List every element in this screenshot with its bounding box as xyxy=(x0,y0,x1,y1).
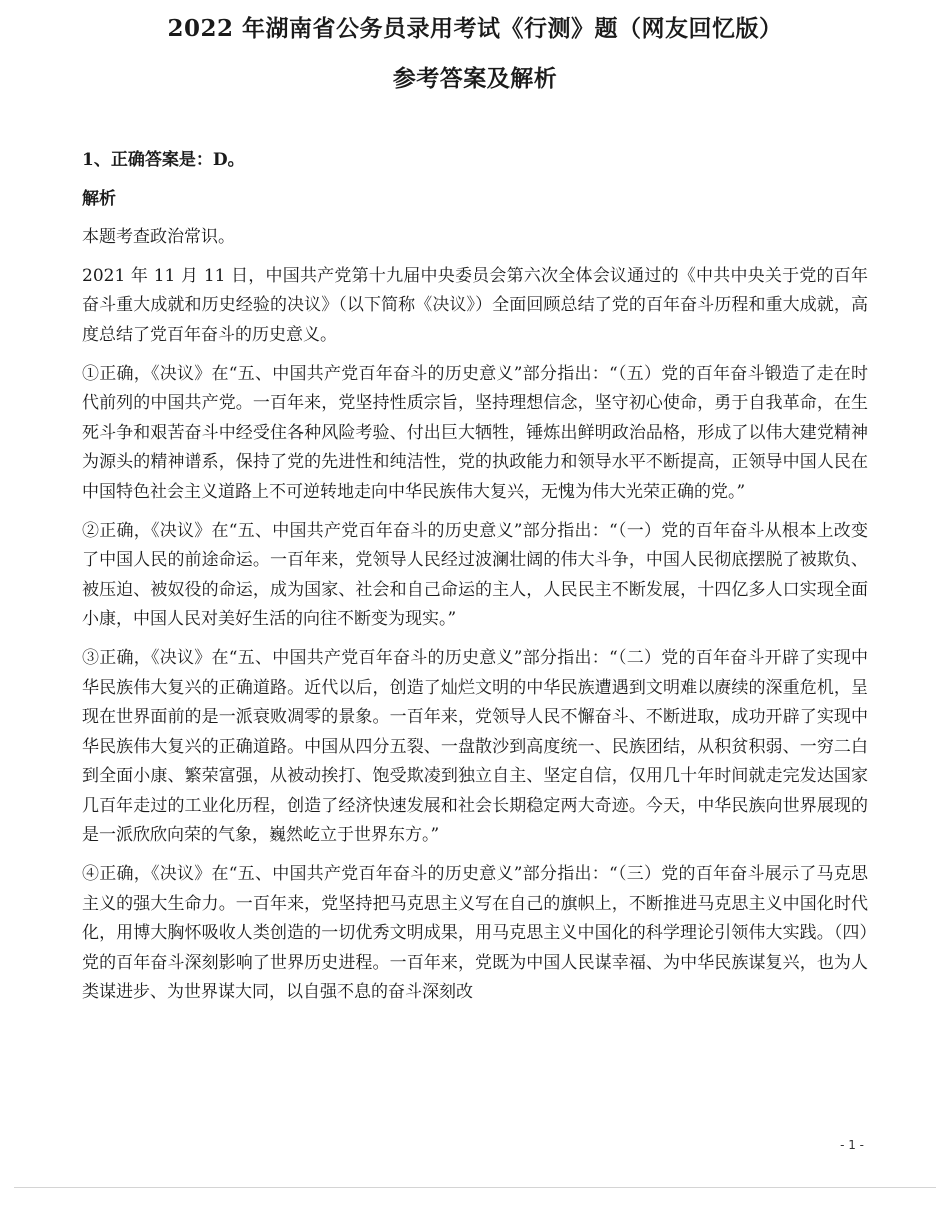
answer-content xyxy=(82,146,868,1017)
page-bottom-divider xyxy=(14,1187,936,1188)
analysis-paragraph-item-4: ④正确，《决议》在“五、中国共产党百年奋斗的历史意义”部分指出：“（三）党的百年奋斗展示了马克思主义的强大生命力。一百年来，党坚持把马克思主义写在自己的旗帜上，不断推进马克思主义中国化时代化，用博大胸怀吸收人类创造的一切优秀文明成果，用马克思主义中国化的科学理论引领伟大实践。（四）党的百年奋斗深刻影响了世界历史进程。一百年来，党既为中国人民谋幸福、为中华民族谋复兴，也为人类谋进步、为世界谋大同，以自强不息的奋斗深刻改 xyxy=(82,864,868,1003)
document-title: 2022 年湖南省公务员录用考试《行测》题（网友回忆版） xyxy=(167,15,783,42)
answer-heading: 1、正确答案是：D。 xyxy=(82,150,245,170)
analysis-paragraph-item-1: ①正确，《决议》在“五、中国共产党百年奋斗的历史意义”部分指出：“（五）党的百年奋斗锻造了走在时代前列的中国共产党。一百年来，党坚持性质宗旨，坚持理想信念，坚守初心使命，勇于自我革命，在生死斗争和艰苦奋斗中经受住各种风险考验、付出巨大牺牲，锤炼出鲜明政治品格，形成了以伟大建党精神为源头的精神谱系，保持了党的先进性和纯洁性，党的执政能力和领导水平不断提高，正领导中国人民在中国特色社会主义道路上不可逆转地走向中华民族伟大复兴，无愧为伟大光荣正确的党。” xyxy=(82,363,868,502)
document-subtitle: 参考答案及解析 xyxy=(392,65,558,92)
page-number: - 1 - xyxy=(840,1138,864,1152)
analysis-label: 解析 xyxy=(82,188,116,209)
analysis-paragraph-item-3: ③正确，《决议》在“五、中国共产党百年奋斗的历史意义”部分指出：“（二）党的百年奋斗开辟了实现中华民族伟大复兴的正确道路。近代以后，创造了灿烂文明的中华民族遭遇到文明难以赓续的深重危机，呈现在世界面前的是一派衰败凋零的景象。一百年来，党领导人民不懈奋斗、不断进取，成功开辟了实现中华民族伟大复兴的正确道路。中国从四分五裂、一盘散沙到高度统一、民族团结，从积贫积弱、一穷二白到全面小康、繁荣富强，从被动挨打、饱受欺凌到独立自主、坚定自信，仅用几十年时间就走完发达国家几百年走过的工业化历程，创造了经济快速发展和社会长期稳定两大奇迹。今天，中华民族向世界展现的是一派欣欣向荣的气象，巍然屹立于世界东方。” xyxy=(82,647,868,846)
analysis-intro: 本题考查政治常识。 xyxy=(82,227,235,248)
analysis-paragraph-background: 2021 年 11 月 11 日，中国共产党第十九届中央委员会第六次全体会议通过的《中共中央关于党的百年奋斗重大成就和历史经验的决议》（以下简称《决议》）全面回顾总结了党的百年奋斗历程和重大成就，高度总结了党百年奋斗的历史意义。 xyxy=(82,265,868,345)
analysis-paragraph-item-2: ②正确，《决议》在“五、中国共产党百年奋斗的历史意义”部分指出：“（一）党的百年奋斗从根本上改变了中国人民的前途命运。一百年来，党领导人民经过波澜壮阔的伟大斗争，中国人民彻底摆脱了被欺负、被压迫、被奴役的命运，成为国家、社会和自己命运的主人，人民民主不断发展，十四亿多人口实现全面小康，中国人民对美好生活的向往不断变为现实。” xyxy=(82,520,868,630)
